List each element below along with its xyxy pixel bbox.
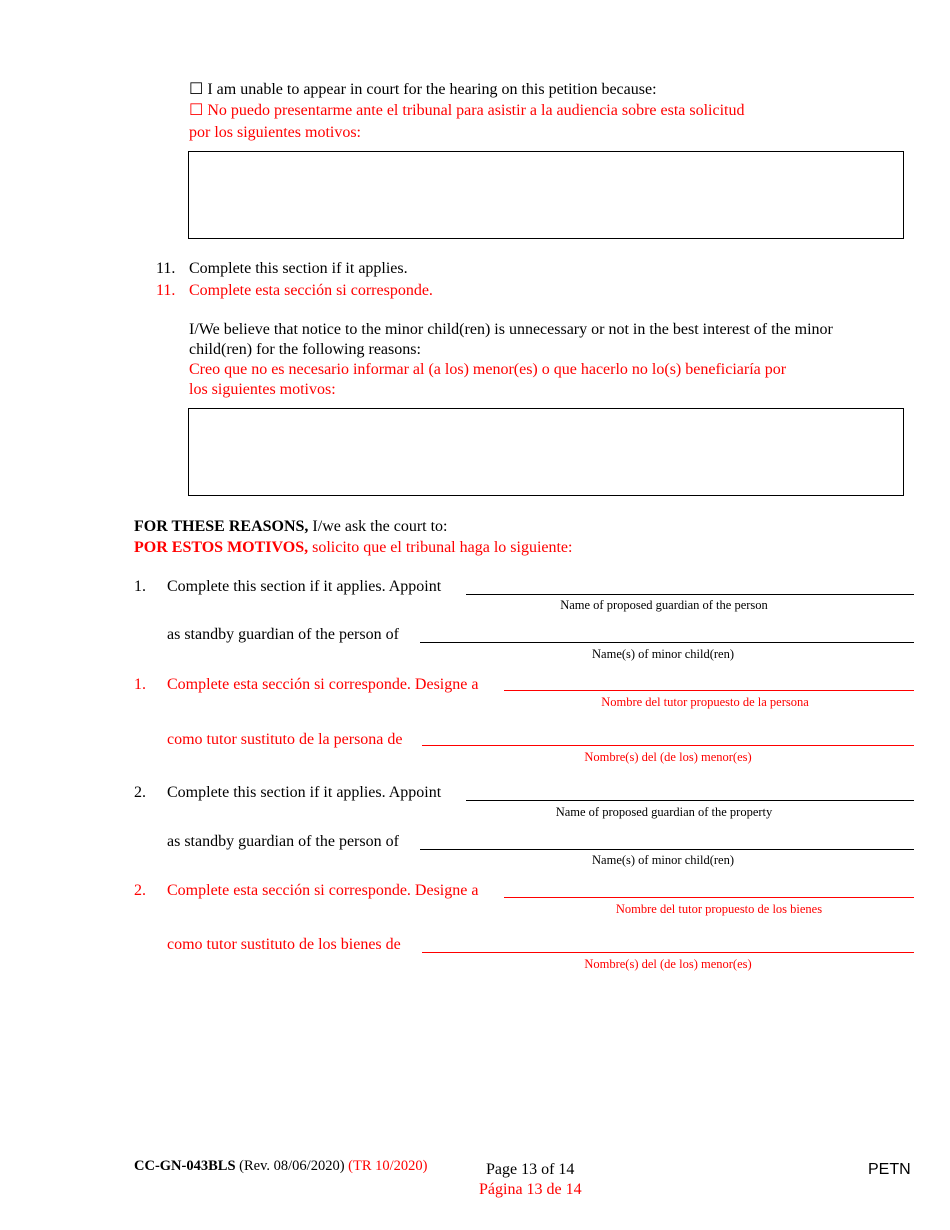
unable-to-appear-en: [189, 80, 657, 100]
unable-text-es-line1: No puedo presentarme ante el tribunal para asistir a la audiencia sobre esta solicitud: [207, 102, 745, 119]
menores-caption-2: Nombre(s) del (de los) menor(es): [584, 957, 752, 971]
tutor-bienes-caption: Nombre del tutor propuesto de los bienes: [615, 902, 823, 916]
request1-appoint-es: Complete esta sección si corresponde. Designe a: [167, 676, 479, 693]
minor-children-caption-1: Name(s) of minor child(ren): [592, 647, 734, 661]
menores-name-line-2[interactable]: [422, 952, 914, 953]
page-number-en: Page 13 of 14: [486, 1161, 575, 1178]
form-revision: (Rev. 08/06/2020): [235, 1158, 345, 1174]
minor-children-name-line-2[interactable]: [420, 849, 914, 850]
document-type-code: PETN: [868, 1161, 911, 1178]
minor-children-caption-2: Name(s) of minor child(ren): [592, 853, 734, 867]
reasons-en-bold: FOR THESE REASONS,: [134, 518, 309, 535]
minor-children-name-line-1[interactable]: [420, 642, 914, 643]
reasons-en-rest: I/we ask the court to:: [308, 518, 448, 535]
request1-number-es: 1.: [134, 676, 146, 693]
reasons-es-bold: POR ESTOS MOTIVOS,: [134, 539, 309, 556]
item11-number-en: 11.: [156, 260, 176, 277]
item11-text-es: Complete esta sección si corresponde.: [189, 282, 433, 299]
request1-standby-en: as standby guardian of the person of: [167, 626, 399, 643]
unable-text-es-line2: por los siguientes motivos:: [189, 124, 361, 141]
unable-reasons-field[interactable]: [188, 151, 904, 239]
unable-to-appear-es: [189, 101, 744, 121]
reasons-heading-es: [134, 538, 572, 558]
menores-caption-1: Nombre(s) del (de los) menor(es): [584, 750, 752, 764]
belief-en-line2: child(ren) for the following reasons:: [189, 341, 421, 358]
guardian-person-name-line[interactable]: [466, 594, 914, 595]
request1-appoint-en: Complete this section if it applies. Appoint: [167, 578, 442, 595]
request2-appoint-en: Complete this section if it applies. Appoint: [167, 784, 442, 801]
request1-standby-es: como tutor sustituto de la persona de: [167, 731, 403, 748]
reasons-es-rest: solicito que el tribunal haga lo siguiente:: [308, 539, 573, 556]
page-number-es: Página 13 de 14: [479, 1181, 582, 1198]
guardian-property-name-line[interactable]: [466, 800, 914, 801]
form-code: CC-GN-043BLS: [134, 1158, 236, 1174]
unable-checkbox-en[interactable]: ☐: [189, 81, 204, 98]
belief-es-line1: Creo que no es necesario informar al (a los) menor(es) o que hacerlo no lo(s) beneficiaría por: [189, 361, 787, 378]
guardian-property-name-caption: Name of proposed guardian of the property: [555, 805, 773, 819]
item11-text-en: Complete this section if it applies.: [189, 260, 408, 277]
request2-standby-es: como tutor sustituto de los bienes de: [167, 936, 401, 953]
request1-number-en: 1.: [134, 578, 146, 595]
request2-number-en: 2.: [134, 784, 146, 801]
belief-en-line1: I/We believe that notice to the minor child(ren) is unnecessary or not in the best interest of the minor: [189, 321, 833, 338]
notice-reasons-field[interactable]: [188, 408, 904, 496]
unable-checkbox-es[interactable]: ☐: [189, 102, 204, 119]
reasons-heading-en: [134, 517, 448, 537]
menores-name-line-1[interactable]: [422, 745, 914, 746]
footer-form-id: [134, 1157, 428, 1175]
belief-es-line2: los siguientes motivos:: [189, 381, 336, 398]
item11-number-es: 11.: [156, 282, 176, 299]
unable-text-en: I am unable to appear in court for the hearing on this petition because:: [207, 81, 657, 98]
guardian-person-name-caption: Name of proposed guardian of the person: [560, 598, 768, 612]
tutor-bienes-name-line[interactable]: [504, 897, 914, 898]
tutor-persona-caption: Nombre del tutor propuesto de la persona: [601, 695, 809, 709]
tutor-persona-name-line[interactable]: [504, 690, 914, 691]
form-translation-date: (TR 10/2020): [344, 1158, 428, 1174]
request2-standby-en: as standby guardian of the person of: [167, 833, 399, 850]
request2-appoint-es: Complete esta sección si corresponde. Designe a: [167, 882, 479, 899]
request2-number-es: 2.: [134, 882, 146, 899]
